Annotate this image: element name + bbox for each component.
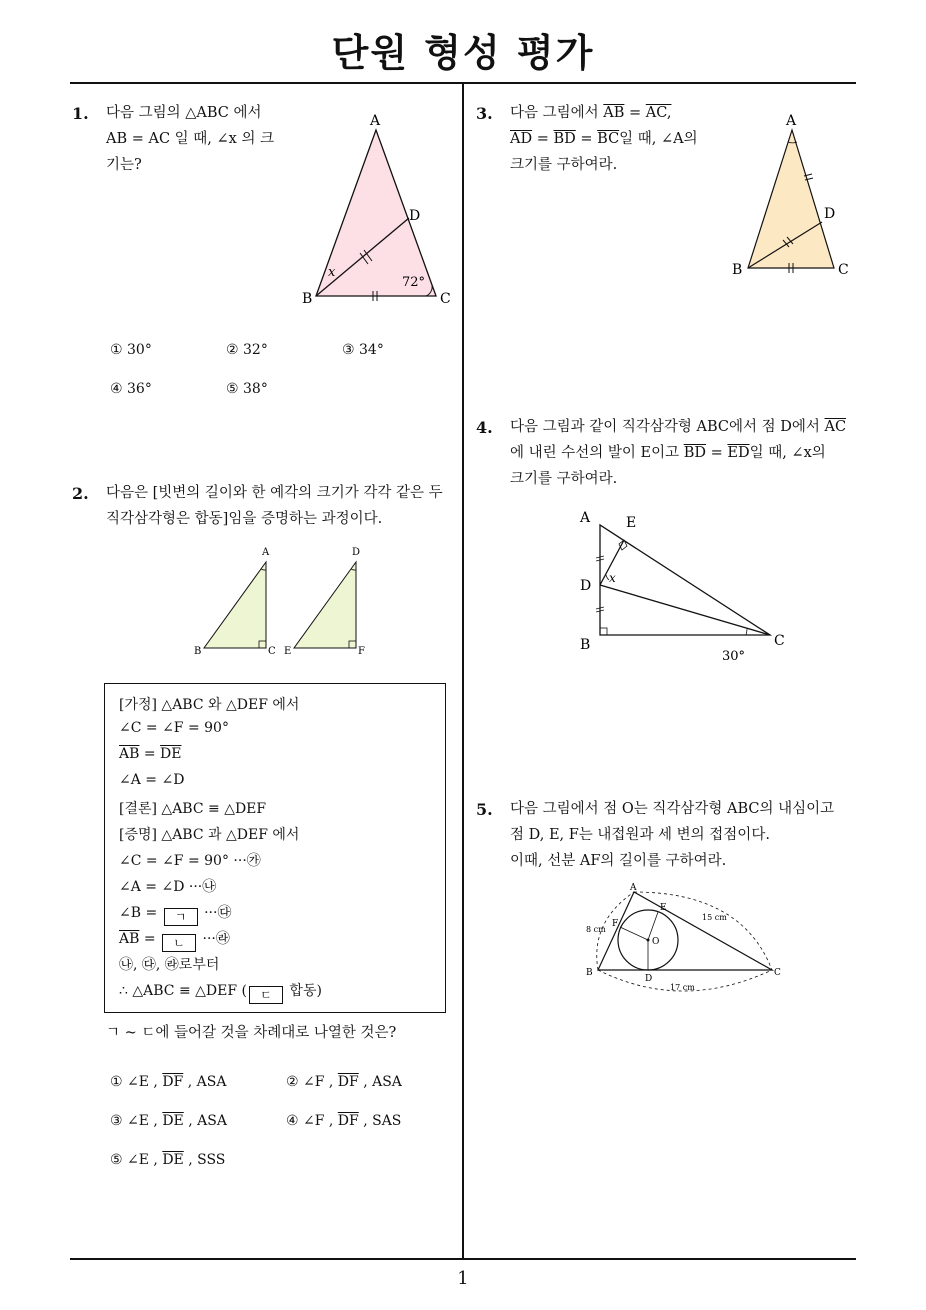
q4-label-e: E	[626, 515, 637, 531]
q3-text	[510, 100, 698, 178]
q2-number: 2.	[72, 484, 89, 503]
q2-line-1: 다음은 [빗변의 길이와 한 예각의 크기가 각각 같은 두	[106, 485, 443, 501]
q1-option-4[interactable]: ④ 36°	[110, 381, 152, 397]
q5-label-o: O	[652, 937, 660, 947]
q3-number: 3.	[476, 104, 493, 123]
proof-line-8: ∠A = ∠D ···㉯	[119, 879, 217, 895]
q1-line-2: AB = AC 일 때, ∠x 의 크	[106, 131, 275, 147]
q4-label-x: x	[609, 571, 616, 585]
page-title: 단원 형성 평가	[331, 31, 595, 75]
q5-label-d: D	[645, 974, 653, 984]
proof-line-1: [가정] △ABC 와 △DEF 에서	[119, 697, 300, 713]
blank-1: ㄱ	[164, 908, 198, 926]
q2-text	[106, 480, 443, 532]
q1-label-x: x	[328, 265, 336, 280]
q3-line-2: $\overline{AD} = \overline{BD} = \overline{BC}$일 때, ∠A의	[510, 131, 698, 147]
q5-label-f: F	[612, 919, 619, 929]
q4-angle-label: 30°	[722, 649, 746, 664]
q2-option-3[interactable]: ③ ∠E , $\overline{DE}$ , ASA	[110, 1113, 227, 1129]
q4-label-b: B	[580, 637, 591, 653]
q1-label-a: A	[370, 113, 381, 129]
q4-triangle-figure	[576, 505, 806, 665]
q1-label-c: C	[440, 291, 451, 307]
q5-side-ac: 15 cm	[702, 913, 727, 922]
page-number: 1	[457, 1268, 469, 1289]
q2-option-5[interactable]: ⑤ ∠E , $\overline{DE}$ , SSS	[110, 1152, 226, 1168]
q3-label-d: D	[824, 206, 836, 222]
q2-label-f: F	[358, 646, 365, 657]
q2-label-e: E	[284, 646, 292, 657]
q2-line-2: 직각삼각형은 합동]임을 증명하는 과정이다.	[106, 511, 383, 527]
proof-line-12: ∴ △ABC ≡ △DEF ( ㄷ 합동)	[119, 983, 322, 1002]
q2-proof-box	[104, 683, 446, 1013]
q5-label-b: B	[586, 968, 593, 978]
q4-label-a: A	[580, 510, 591, 526]
q1-angle-label: 72°	[402, 275, 426, 290]
q5-line-2: 점 D, E, F는 내접원과 세 변의 접점이다.	[510, 827, 770, 843]
q1-text	[106, 100, 274, 178]
q1-option-1[interactable]: ① 30°	[110, 342, 152, 358]
q5-incircle-figure	[582, 882, 792, 992]
q2-option-2[interactable]: ② ∠F , $\overline{DF}$ , ASA	[286, 1074, 402, 1090]
q4-label-c: C	[774, 633, 785, 649]
q1-line-3: 기는?	[106, 157, 142, 173]
q2-label-d: D	[352, 547, 361, 558]
q4-text	[510, 414, 846, 492]
q2-option-4[interactable]: ④ ∠F , $\overline{DF}$ , SAS	[286, 1113, 402, 1129]
q1-option-3[interactable]: ③ 34°	[342, 342, 384, 358]
q3-label-a: A	[786, 113, 797, 129]
q2-triangles-figure	[190, 540, 380, 660]
q1-label-b: B	[302, 291, 313, 307]
q5-line-1: 다음 그림에서 점 O는 직각삼각형 ABC의 내심이고	[510, 801, 835, 817]
q2-option-1[interactable]: ① ∠E , $\overline{DF}$ , ASA	[110, 1074, 227, 1090]
q5-label-c: C	[774, 968, 781, 978]
proof-line-11: ㉯, ㉰, ㉱로부터	[119, 957, 220, 973]
bottom-rule	[70, 1258, 856, 1260]
q4-number: 4.	[476, 418, 493, 437]
proof-line-9: ∠B = ㄱ ···㉰	[119, 905, 232, 924]
q4-label-d: D	[580, 578, 592, 594]
q5-label-e: E	[660, 903, 667, 913]
q2-label-b: B	[194, 646, 202, 657]
q1-line-1: 다음 그림의 △ABC 에서	[106, 105, 262, 121]
q5-side-ab: 8 cm	[586, 925, 606, 934]
blank-3: ㄷ	[249, 986, 283, 1004]
q5-line-3: 이때, 선분 AF의 길이를 구하여라.	[510, 853, 727, 869]
q4-line-3: 크기를 구하여라.	[510, 471, 618, 487]
proof-line-6: [증명] △ABC 과 △DEF 에서	[119, 827, 300, 843]
q2-label-c: C	[268, 646, 276, 657]
q5-number: 5.	[476, 800, 493, 819]
q1-triangle-figure	[296, 110, 466, 310]
proof-line-2: ∠C = ∠F = 90°	[119, 720, 229, 736]
q4-line-1: 다음 그림과 같이 직각삼각형 ABC에서 점 D에서 $\overline{AC}$	[510, 419, 847, 435]
proof-line-7: ∠C = ∠F = 90° ···㉮	[119, 853, 261, 869]
q3-label-c: C	[838, 262, 849, 278]
proof-line-5: [결론] △ABC ≡ △DEF	[119, 801, 267, 817]
proof-line-4: ∠A = ∠D	[119, 772, 185, 788]
q2-label-a: A	[262, 547, 270, 558]
blank-2: ㄴ	[162, 934, 196, 952]
q3-line-1: 다음 그림에서 $\overline{AB}$ = AC,	[510, 105, 672, 121]
q3-line-3: 크기를 구하여라.	[510, 157, 618, 173]
q5-label-a: A	[630, 883, 637, 893]
q1-option-5[interactable]: ⑤ 38°	[226, 381, 268, 397]
q2-question: ㄱ ~ ㄷ에 들어갈 것을 차례대로 나열한 것은?	[106, 1025, 397, 1041]
q4-line-2: 에 내린 수선의 발이 E이고 $\overline{BD} = \overline{ED}$일 때, ∠x의	[510, 445, 826, 461]
q1-label-d: D	[409, 208, 421, 224]
q3-label-b: B	[732, 262, 743, 278]
q1-option-2[interactable]: ② 32°	[226, 342, 268, 358]
q3-triangle-figure	[730, 110, 860, 280]
q5-side-bc: 17 cm	[670, 983, 695, 992]
proof-line-10: $\overline{AB}$ = ㄴ ···㉱	[119, 931, 230, 950]
q5-text	[510, 796, 834, 874]
q1-number: 1.	[72, 104, 89, 123]
proof-line-3: $\overline{AB} = \overline{DE}$	[119, 746, 182, 762]
